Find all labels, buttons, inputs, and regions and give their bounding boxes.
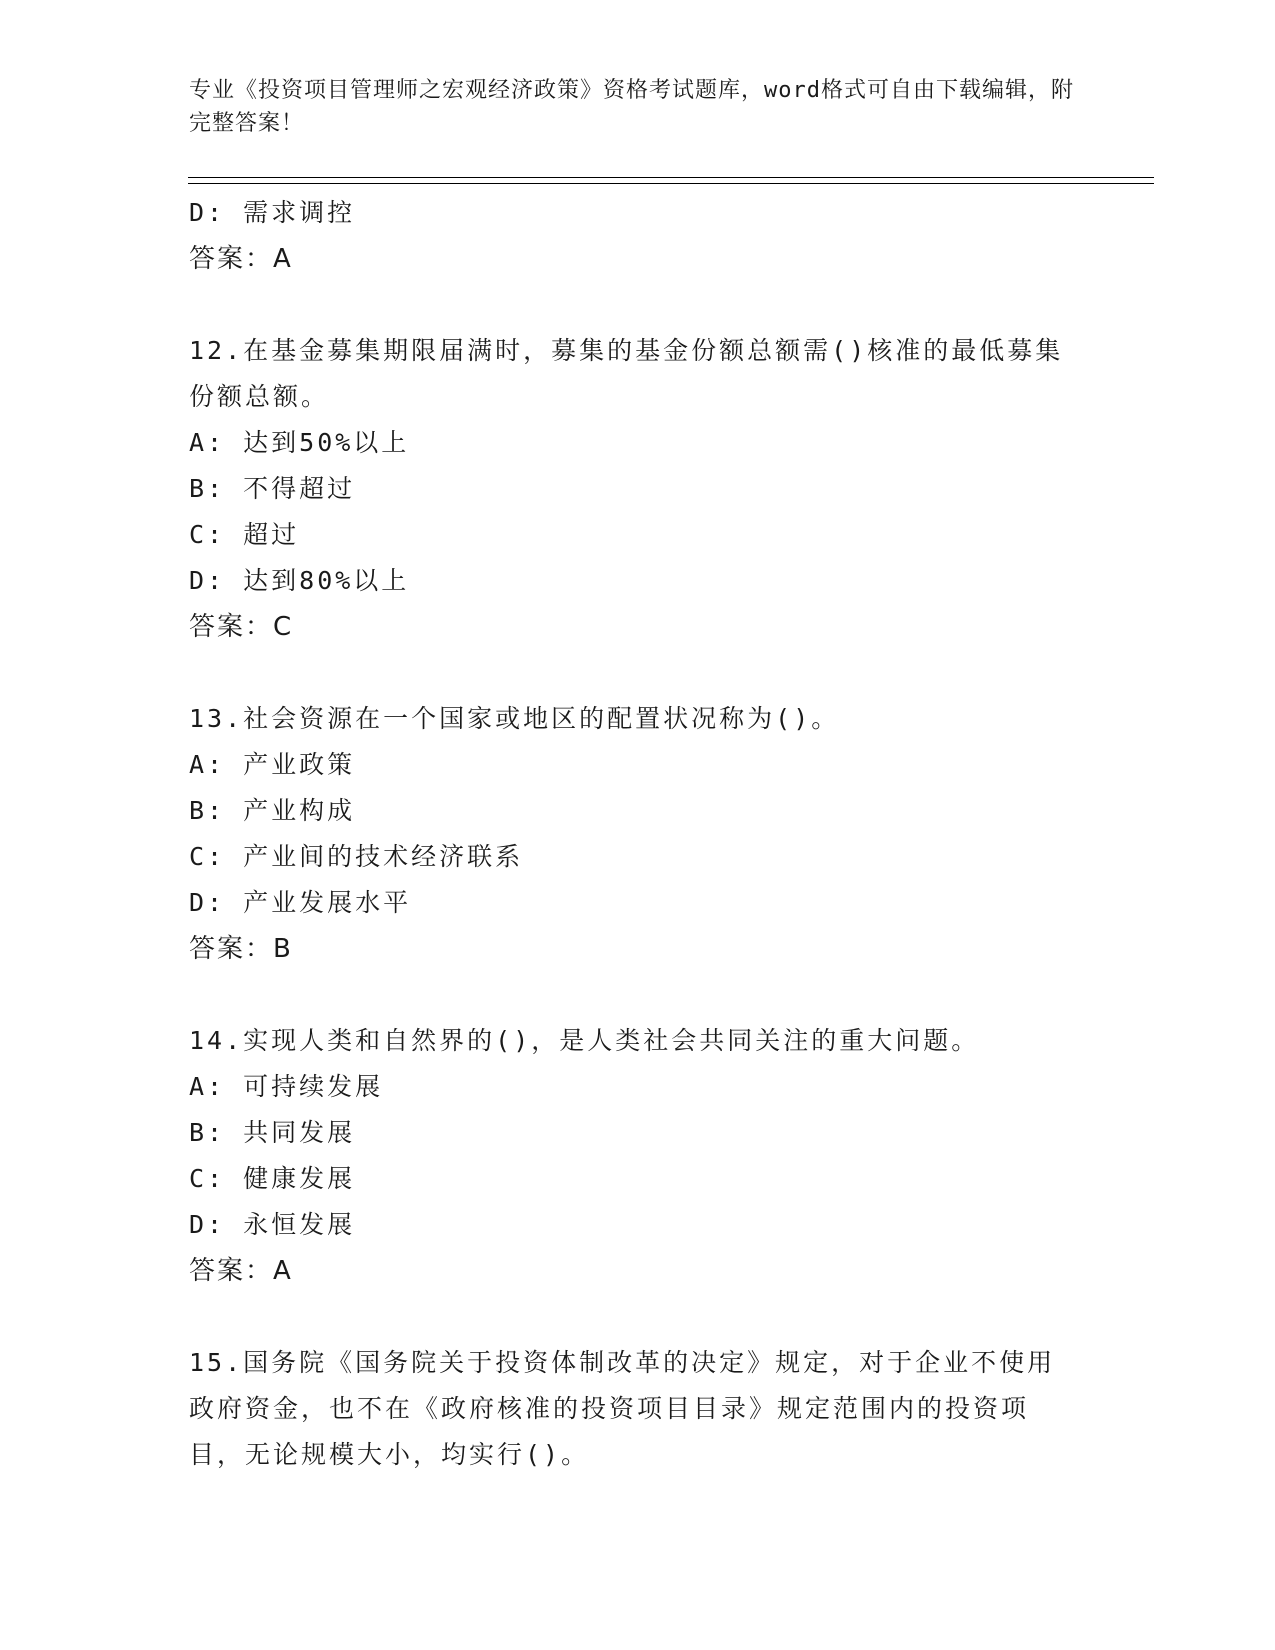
document-header: 专业《投资项目管理师之宏观经济政策》资格考试题库，word格式可自由下载编辑，附完整答案！	[189, 78, 1074, 136]
answer-option: A: 产业政策	[189, 750, 356, 779]
answer-option: D: 达到80%以上	[189, 566, 410, 595]
correct-answer: 答案：A	[189, 244, 293, 274]
answer-option: C: 超过	[189, 520, 300, 549]
answer-option: B: 产业构成	[189, 796, 356, 825]
answer-option: B: 共同发展	[189, 1118, 356, 1147]
answer-option: D: 永恒发展	[189, 1210, 356, 1239]
question-text: 13.社会资源在一个国家或地区的配置状况称为()。	[189, 704, 840, 733]
question-text: 15.国务院《国务院关于投资体制改革的决定》规定，对于企业不使用政府资金，也不在《政府核准的投资项目目录》规定范围内的投资项目，无论规模大小，均实行()。	[189, 1348, 1056, 1469]
block-gap	[189, 972, 1089, 1018]
answer-option: A: 可持续发展	[189, 1072, 384, 1101]
correct-answer: 答案：B	[189, 934, 293, 964]
answer-option: D: 需求调控	[189, 198, 356, 227]
correct-answer: 答案：C	[189, 612, 294, 642]
answer-option: D: 产业发展水平	[189, 888, 412, 917]
question-list	[189, 190, 1089, 1478]
header-divider-top	[188, 177, 1154, 178]
question-text: 12.在基金募集期限届满时，募集的基金份额总额需()核准的最低募集份额总额。	[189, 336, 1064, 411]
header-divider-bottom	[188, 183, 1154, 184]
block-gap	[189, 282, 1089, 328]
answer-option: B: 不得超过	[189, 474, 356, 503]
question-text: 14.实现人类和自然界的()，是人类社会共同关注的重大问题。	[189, 1026, 980, 1055]
answer-option: A: 达到50%以上	[189, 428, 410, 457]
answer-option: C: 产业间的技术经济联系	[189, 842, 524, 871]
block-gap	[189, 1294, 1089, 1340]
correct-answer: 答案：A	[189, 1256, 293, 1286]
answer-option: C: 健康发展	[189, 1164, 356, 1193]
block-gap	[189, 650, 1089, 696]
